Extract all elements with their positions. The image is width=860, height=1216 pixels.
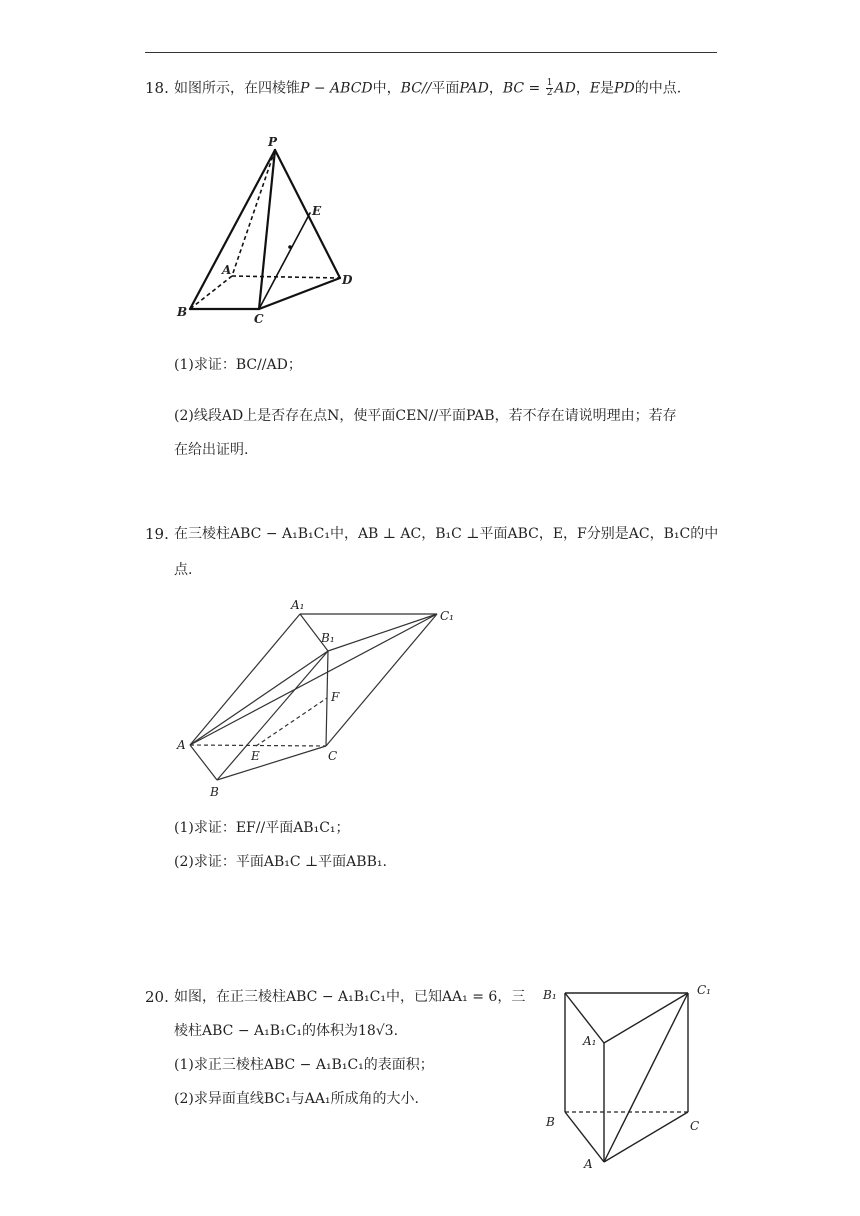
q18-label-A: A [222, 263, 232, 277]
q18-label-D: D [342, 273, 353, 287]
q18-part2-line1: (2)线段AD上是否存在点N，使平面CEN//平面PAB，若不存在请说明理由；若存 [174, 408, 677, 424]
q19-stem-line2: 点. [174, 562, 193, 578]
q19-edge-B1C1 [328, 614, 437, 651]
q18-stem-text-n: 的中点. [634, 80, 682, 97]
q19-label-B: B [210, 785, 219, 799]
q20-label-A1: A₁ [583, 1034, 597, 1048]
q18-pyramid-figure [170, 130, 370, 330]
q18-stem-text-e: 平面 [431, 80, 460, 97]
q19-prism-figure [170, 595, 470, 805]
q18-stem-text-l: 是 [600, 80, 615, 97]
q20-number: 20. [145, 988, 169, 1006]
q20-stem-line1: 如图，在正三棱柱ABC − A₁B₁C₁中，已知AA₁ = 6，三 [174, 989, 526, 1005]
q19-label-E: E [251, 749, 260, 763]
q19-label-C1: C₁ [440, 609, 454, 623]
q18-stem-math-b: P − ABCD [300, 80, 373, 97]
q18-label-B: B [177, 305, 188, 319]
q18-stem-text-g: ， [488, 80, 503, 97]
q18-label-P: P [268, 135, 278, 149]
q18-stem-math-m: PD [614, 80, 635, 97]
q20-label-B1: B₁ [543, 988, 557, 1002]
q20-part1: (1)求正三棱柱ABC − A₁B₁C₁的表面积； [174, 1057, 434, 1073]
q20-label-C1: C₁ [697, 983, 711, 997]
q18-edge-CD [259, 278, 340, 309]
q18-stem-text-a: 如图所示，在四棱锥 [174, 80, 300, 97]
q18-stem-math-k: E [589, 80, 601, 97]
q20-right-prism-figure [538, 978, 723, 1173]
q18-part2-line2: 在给出证明. [174, 442, 249, 458]
q20-part2: (2)求异面直线BC₁与AA₁所成角的大小. [174, 1091, 419, 1107]
q18-stem-text-c: 中， [372, 80, 401, 97]
q20-label-A: A [584, 1157, 593, 1171]
q19-edge-BC [217, 746, 326, 780]
q19-edge-AA1 [190, 614, 300, 745]
q20-edge-AB [565, 1112, 604, 1162]
q19-label-A: A [177, 738, 186, 752]
q18-fraction-denominator: 2 [546, 88, 553, 98]
q20-label-C: C [690, 1119, 700, 1133]
q18-stem-math-i: AD [554, 80, 576, 97]
q19-edge-AB [190, 745, 217, 780]
q20-label-B: B [546, 1115, 555, 1129]
q20-stem-line2: 棱柱ABC − A₁B₁C₁的体积为18√3. [174, 1023, 399, 1039]
q19-edge-CC1 [326, 614, 437, 746]
q19-label-A1: A₁ [291, 598, 305, 612]
q18-part1: (1)求证：BC//AD； [174, 357, 302, 373]
q19-number: 19. [145, 525, 169, 543]
header-rule [145, 52, 717, 53]
q18-label-C: C [254, 312, 264, 326]
q18-number: 18. [145, 79, 169, 97]
q18-stem-math-h: BC = [502, 80, 545, 97]
q18-fraction-numerator: 1 [546, 78, 553, 88]
q18-fraction [546, 79, 554, 98]
q19-label-F: F [331, 690, 340, 704]
q19-part2: (2)求证：平面AB₁C ⊥平面ABB₁. [174, 854, 387, 870]
q19-stem-line1: 在三棱柱ABC − A₁B₁C₁中，AB ⊥ AC，B₁C ⊥平面ABC，E，F分别是AC，B₁C的中 [174, 526, 719, 542]
q18-stem [174, 79, 681, 98]
q18-stem-math-f: PAD [459, 80, 489, 97]
q19-label-B1: B₁ [321, 631, 335, 645]
q18-label-E: E [312, 204, 322, 218]
q18-edge-AB [190, 276, 232, 309]
q18-stem-text-j: ， [575, 80, 590, 97]
q19-edge-AC1 [190, 614, 437, 745]
q18-edge-AD [232, 276, 340, 278]
q18-edge-PD [275, 150, 340, 278]
q19-part1: (1)求证：EF//平面AB₁C₁； [174, 820, 350, 836]
q19-label-C: C [328, 749, 338, 763]
q18-stem-math-d: BC// [400, 80, 432, 97]
q18-dot [288, 245, 292, 249]
